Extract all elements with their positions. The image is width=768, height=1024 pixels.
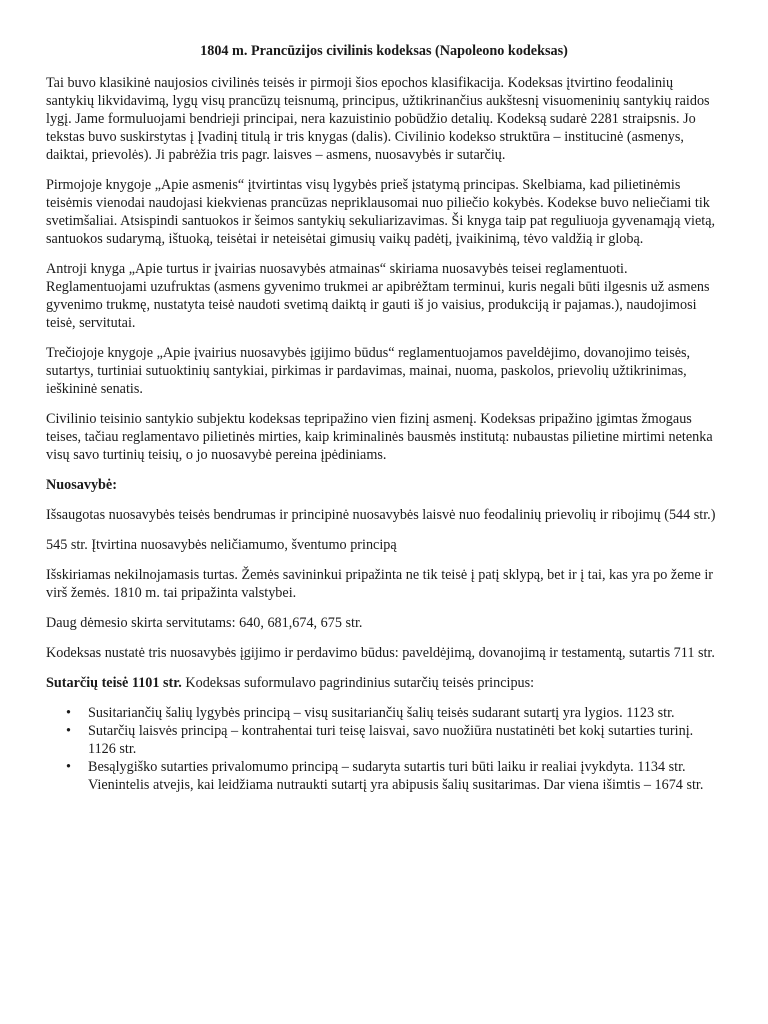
contract-law-heading: Sutarčių teisė 1101 str. — [46, 675, 182, 691]
bullet-icon: • — [66, 723, 71, 739]
contract-law-intro — [46, 674, 722, 692]
list-item — [66, 758, 722, 794]
paragraph-book-one: Pirmojoje knygoje „Apie asmenis“ įtvirtintas visų lygybės prieš įstatymą principas. Skelbiama, kad pilietinėmis teisėmis vienodai naudojasi kiekvienas prancūzas nepriklausomai nuo piliečio kokybės. Kodekse buvo neliečiami tik svetimšaliai. Atsispindi santuokos ir šeimos santykių sekuliarizavimas. Ši knyga taip pat reguliuoja gyvenamąją vietą, santuokos sudarymą, ištuoką, teisėtai ir neteisėtai gimusių vaikų padėtį, įvaikinimą, tėvo valdžią ir globą. — [46, 177, 716, 247]
property-paragraph: Kodeksas nustatė tris nuosavybės įgijimo ir perdavimo būdus: paveldėjimą, dovanojimą ir testamentą, sutartis 711 str. — [46, 645, 715, 661]
bullet-icon: • — [66, 759, 71, 775]
contract-principles-list — [46, 704, 722, 794]
list-item — [66, 704, 722, 722]
contract-law-intro-text: Kodeksas suformulavo pagrindinius sutarčių teisės principus: — [181, 675, 535, 691]
paragraph-book-three: Trečiojoje knygoje „Apie įvairius nuosavybės įgijimo būdus“ reglamentuojamos paveldėjimo, dovanojimo teisės, sutartys, turtiniai sutuoktinių santykiai, pirkimas ir pardavimas, mainai, nuoma, paskolos, prievolių užtikrinimas, ieškininė senatis. — [46, 345, 691, 397]
paragraph-subjects: Civilinio teisinio santykio subjektu kodeksas tepripažino vien fizinį asmenį. Kodeksas pripažino įgimtas žmogaus teises, tačiau reglamentavo pilietinės mirties, kaip kriminalinės bausmės institutą: nubaustas pilietine mirtimi netenka visų savo turtinių teisių, o jo nuosavybė pereina įpėdiniams. — [46, 411, 713, 463]
list-item — [66, 722, 722, 758]
property-paragraph: Daug dėmesio skirta servitutams: 640, 681,674, 675 str. — [46, 615, 363, 631]
property-paragraph: 545 str. Įtvirtina nuosavybės neličiamumo, šventumo principą — [46, 537, 397, 553]
section-heading-property: Nuosavybė: — [46, 477, 117, 493]
paragraph-intro: Tai buvo klasikinė naujosios civilinės teisės ir pirmoji šios epochos klasifikacija. Kodeksas įtvirtino feodalinių santykių likvidavimą, lygų visų prancūzų teisnumą, principus, užtikrinančius aukštesnį visuomeninių santykių raidos lygį. Jame formuluojami bendrieji principai, nera kazuistinio pobūdžio detalių. Kodeksą sudarė 2281 straipsnis. Jo tekstas buvo suskirstytas į Įvadinį titulą ir tris knygas (dalis). Civilinio kodekso struktūra – institucinė (asmenys, daiktai, prievolės). Ji pabrėžia tris pagr. laisves – asmens, nuosavybės ir sutarčių. — [46, 75, 710, 163]
list-item-text: Sutarčių laisvės principą – kontrahentai turi teisę laisvai, savo nuožiūra nustatinėti bet kokį sutarties turinį. 1126 str. — [88, 723, 694, 757]
document-title: 1804 m. Prancūzijos civilinis kodeksas (Napoleono kodeksas) — [200, 43, 568, 59]
list-item-text: Besąlygiško sutarties privalomumo principą – sudaryta sutartis turi būti laiku ir realiai įvykdyta. 1134 str. Vienintelis atvejis, kai leidžiama nutraukti sutartį yra abipusis šalių susitarimas. Dar viena išimtis – 1674 str. — [88, 759, 704, 793]
paragraph-book-two: Antroji knyga „Apie turtus ir įvairias nuosavybės atmainas“ skiriama nuosavybės teisei reglamentuoti. Reglamentuojami uzufruktas (asmens gyvenimo trukmei ar apibrėžtam terminui, kuris negali būti ilgesnis už asmens gyvenimo trukmę, nustatyta teisė naudoti svetimą daiktą ir gauti iš jo vaisius, produkciją ir pajamas.), naudojimosi teisė, servitutai. — [46, 261, 710, 331]
property-paragraph: Išsaugotas nuosavybės teisės bendrumas ir principinė nuosavybės laisvė nuo feodalinių prievolių ir ribojimų (544 str.) — [46, 507, 716, 523]
list-item-text: Susitariančių šalių lygybės principą – visų susitariančių šalių teisės sudarant sutartį yra lygios. 1123 str. — [88, 705, 675, 721]
property-paragraph: Išskiriamas nekilnojamasis turtas. Žemės savininkui pripažinta ne tik teisė į patį sklypą, bet ir į tai, kas yra po žeme ir virš žemės. 1810 m. tai pripažinta valstybei. — [46, 567, 714, 601]
bullet-icon: • — [66, 705, 71, 721]
